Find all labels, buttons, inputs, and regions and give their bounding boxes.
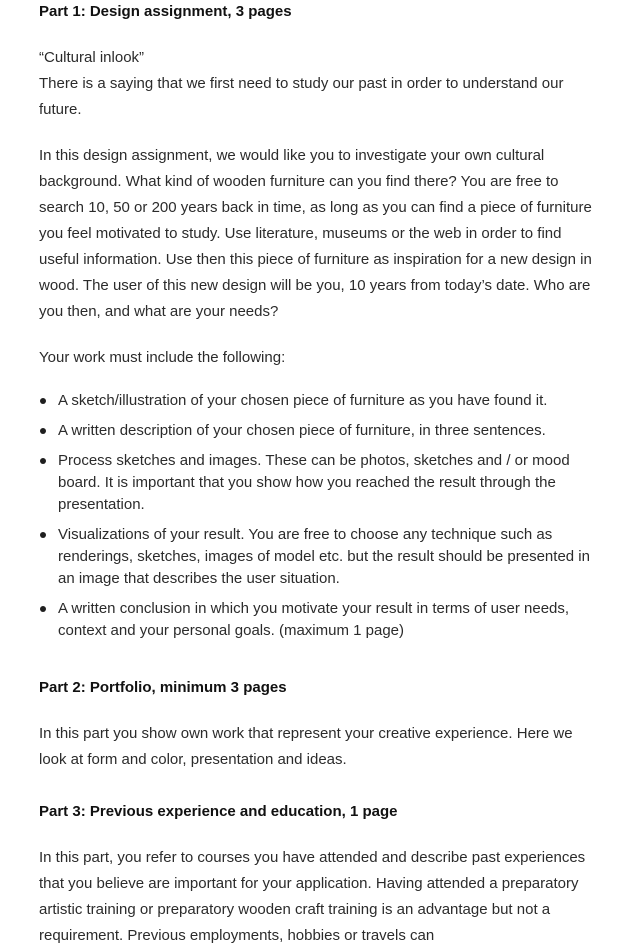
- part1-body: In this design assignment, we would like you to investigate your own cultural background. What kind of wooden furniture can you find there? You are free to search 10, 50 or 200 years back in time, as long as you can find a piece of furniture you feel motivated to study. Use literature, museums or the web in order to find useful information. Use then this piece of furniture as inspiration for a new design in wood. The user of this new design will be you, 10 years from today’s date. Who are you then, and what are your needs?: [39, 147, 592, 320]
- bullet-icon: [40, 606, 46, 612]
- bullet-icon: [40, 398, 46, 404]
- bullet-icon: [40, 428, 46, 434]
- requirements-list: [39, 390, 599, 650]
- list-item-text: A written description of your chosen piece of furniture, in three sentences.: [58, 422, 546, 439]
- list-item-text: Visualizations of your result. You are free to choose any technique such as renderings, sketches, images of model etc. but the result should be presented in an image that describes the user situation.: [58, 526, 590, 587]
- bullet-icon: [40, 532, 46, 538]
- part1-include-lead: Your work must include the following:: [39, 349, 286, 366]
- list-item: [39, 450, 599, 516]
- part1-heading: Part 1: Design assignment, 3 pages: [39, 3, 292, 20]
- list-item: [39, 420, 599, 442]
- list-item: [39, 524, 599, 590]
- part3-body: In this part, you refer to courses you have attended and describe past experiences that you believe are important for your application. Having attended a preparatory artistic training or preparatory wooden craft training is an advantage but not a requirement. Previous employments, hobbies or travels can: [39, 849, 586, 944]
- bullet-icon: [40, 458, 46, 464]
- part1-intro: There is a saying that we first need to study our past in order to understand our future.: [39, 75, 564, 118]
- list-item-text: A written conclusion in which you motivate your result in terms of user needs, context and your personal goals. (maximum 1 page): [58, 600, 570, 639]
- part1-title-quote: “Cultural inlook”: [39, 49, 145, 66]
- list-item-text: Process sketches and images. These can be photos, sketches and / or mood board. It is important that you show how you reached the result through the presentation.: [58, 452, 570, 513]
- part2-body: In this part you show own work that represent your creative experience. Here we look at form and color, presentation and ideas.: [39, 725, 573, 768]
- part3-heading: Part 3: Previous experience and education, 1 page: [39, 803, 398, 820]
- part2-heading: Part 2: Portfolio, minimum 3 pages: [39, 679, 287, 696]
- list-item: [39, 598, 599, 642]
- list-item: [39, 390, 599, 412]
- list-item-text: A sketch/illustration of your chosen piece of furniture as you have found it.: [58, 392, 548, 409]
